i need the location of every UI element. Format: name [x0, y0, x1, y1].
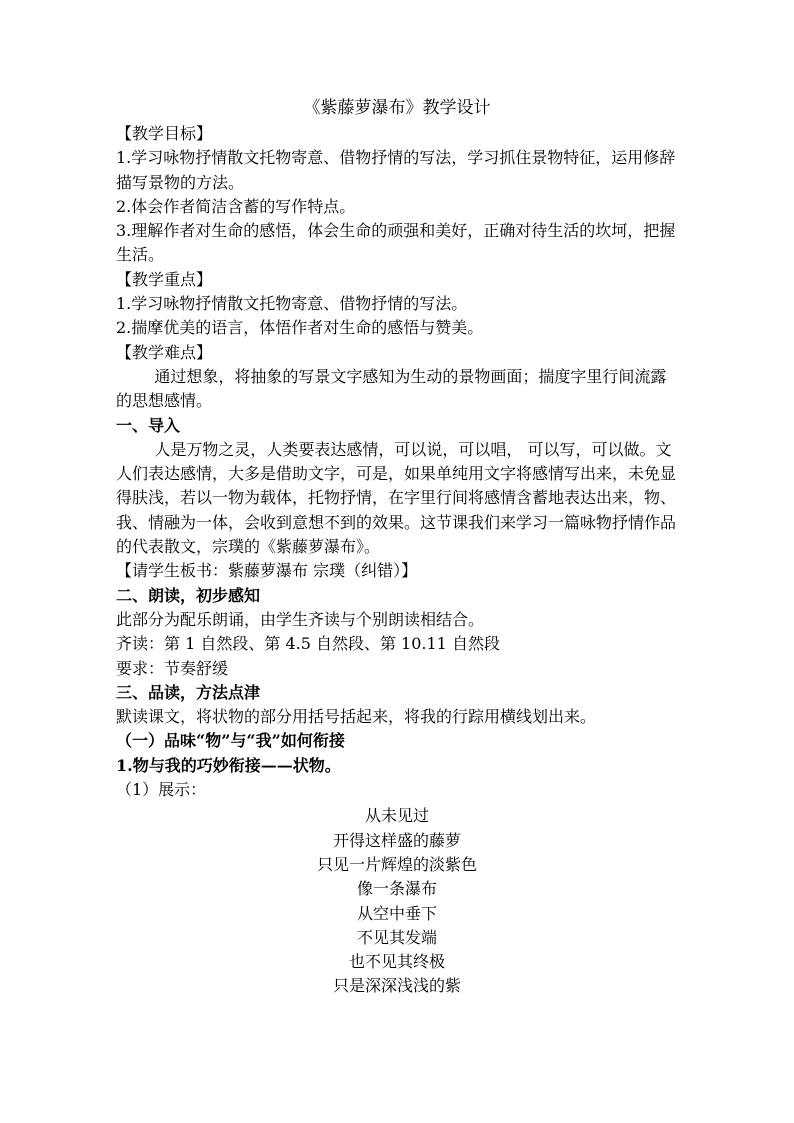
difficulties-heading: 【教学难点】: [116, 342, 213, 362]
poem-line: 不见其发端: [356, 927, 437, 947]
show-label: （1）展示：: [116, 780, 207, 800]
document-title: 《紫藤萝瀑布》教学设计: [303, 98, 491, 118]
key-point-item: 2.揣摩优美的语言，体悟作者对生命的感悟与赞美。: [116, 318, 484, 338]
objective-item: 3.理解作者对生命的感悟，体会生命的顽强和美好，正确对待生活的坎坷，把握生活。: [116, 221, 676, 265]
reading-line: 要求：节奏舒缓: [116, 658, 229, 678]
reading-line: 齐读：第 1 自然段、第 4.5 自然段、第 10.11 自然段: [116, 634, 500, 654]
analysis-text: 默读课文，将状物的部分用括号括起来，将我的行踪用横线划出来。: [116, 707, 597, 727]
poem-line: 从未见过: [364, 806, 429, 826]
reading-line: 此部分为配乐朗诵，由学生齐读与个别朗读相结合。: [116, 609, 485, 629]
section-intro-heading: 一、导入: [116, 415, 181, 435]
section-analysis-heading: 三、品读，方法点津: [116, 682, 261, 702]
key-point-item: 1.学习咏物抒情散文托物寄意、借物抒情的写法。: [116, 294, 468, 314]
poem-block: [116, 804, 678, 998]
analysis-subheading-1: （一）品味“物”与“我”如何衔接: [116, 731, 345, 751]
poem-line: 像一条瀑布: [356, 879, 437, 899]
objective-item: 1.学习咏物抒情散文托物寄意、借物抒情的写法，学习抓住景物特征，运用修辞描写景物的方法。: [116, 148, 676, 192]
document-page: [116, 96, 678, 999]
section-intro-text: 人是万物之灵，人类要表达感情，可以说，可以唱， 可以写，可以做。文人们表达感情，大多是借助文字，可是，如果单纯用文字将感情写出来，未免显得肤浅，若以一物为载体，托物抒情，在字里行间将感情含蓄地表达出来，物、我、情融为一体，会收到意想不到的效果。这节课我们来学习一篇咏物抒情作品的代表散文，宗璞的《紫藤萝瀑布》。: [116, 439, 677, 557]
key-points-heading: 【教学重点】: [116, 269, 213, 289]
poem-line: 也不见其终极: [348, 952, 445, 972]
poem-line: 只是深深浅浅的紫: [332, 976, 461, 996]
poem-line: 从空中垂下: [356, 903, 437, 923]
board-note: 【请学生板书：紫藤萝瀑布 宗璞（纠错）】: [116, 561, 418, 581]
objective-item: 2.体会作者简洁含蓄的写作特点。: [116, 196, 356, 216]
section-reading-heading: 二、朗读，初步感知: [116, 585, 261, 605]
objectives-heading: 【教学目标】: [116, 124, 213, 143]
difficulties-text: 通过想象，将抽象的写景文字感知为生动的景物画面；揣度字里行间流露的思想感情。: [116, 366, 667, 411]
analysis-subheading-2: 1.物与我的巧妙衔接——状物。: [116, 755, 341, 775]
poem-line: 只见一片辉煌的淡紫色: [316, 854, 477, 874]
poem-line: 开得这样盛的藤萝: [332, 830, 461, 850]
